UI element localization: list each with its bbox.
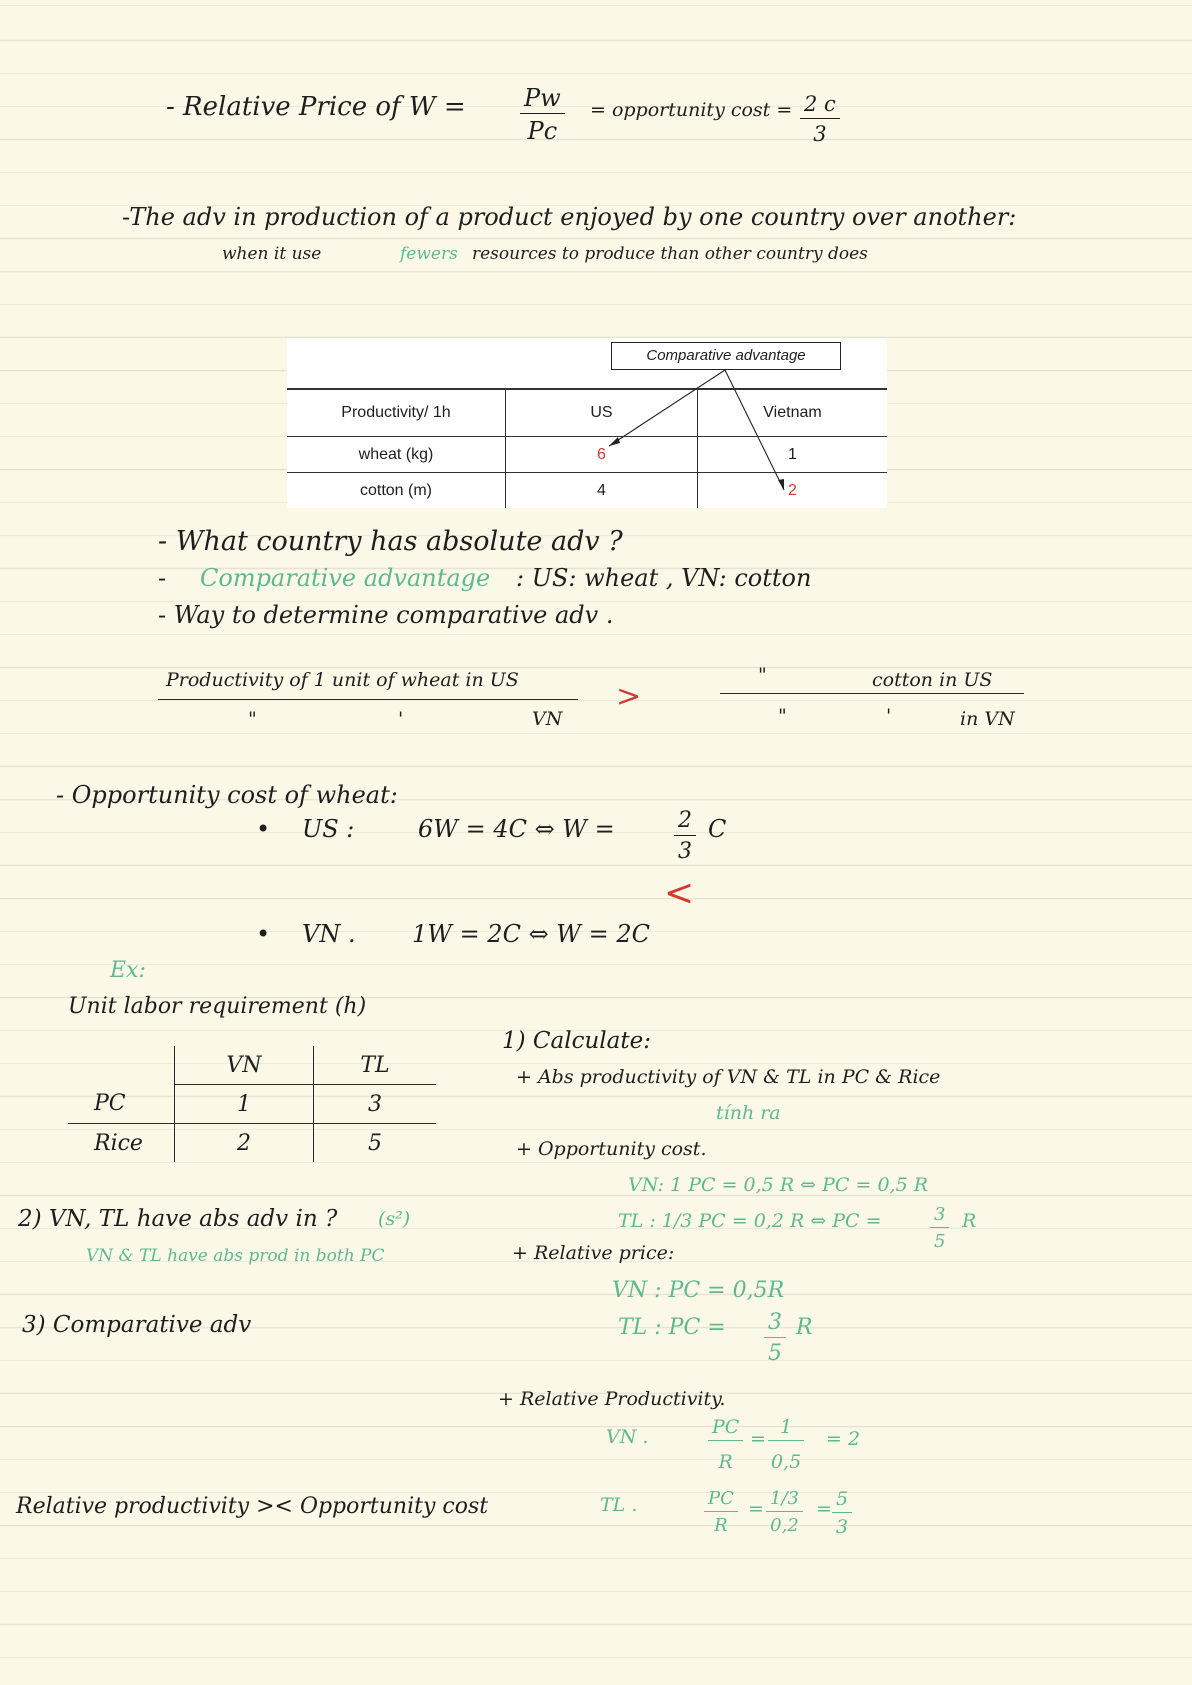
rp-tl-f2-num: 1/3 [766,1490,803,1512]
row-label: wheat (kg) [287,437,506,473]
rp-vn-f1-num: PC [708,1418,743,1441]
col-tl: TL [314,1046,437,1085]
opp-tl-numerator: 3 [930,1206,949,1228]
ratio-right-denominator: in VN [960,708,1015,730]
opp-cost-title: - Opportunity cost of wheat: [56,781,398,809]
col-vn: VN [175,1046,314,1085]
cell-tl-pc: 3 [314,1085,437,1124]
relp-tl-numerator: 3 [764,1312,786,1338]
calc-opp-vn: VN: 1 PC = 0,5 R ⇔ PC = 0,5 R [628,1174,929,1196]
us-two-thirds-fraction [674,810,696,863]
ratio-right-bar [720,693,1024,694]
pc-denominator: Pc [527,117,558,145]
cell-tl-rice: 5 [314,1124,437,1163]
rp-vn-f2-num: 1 [768,1418,804,1441]
definition-fewers: fewers [400,244,458,264]
ratio-left-ditto-1: " [248,708,257,730]
question-2-mark: (s²) [378,1208,411,1230]
table-row [68,1124,436,1163]
ratio-right-numerator: cotton in US [872,669,993,691]
example-ex: Ex: [110,958,146,983]
comparative-advantage-label: Comparative advantage [200,564,491,592]
rp-tl-third-over-02 [766,1490,803,1535]
ratio-right-ditto-2: ' [886,705,892,727]
relative-vs-opportunity-note: Relative productivity >< Opportunity cost [16,1494,489,1519]
rp-tl-f2-den: 0,2 [770,1515,799,1536]
us-denominator: 3 [678,839,692,864]
rp-vn-label: VN . [606,1426,649,1448]
row-label: Rice [94,1130,143,1156]
rp-tl-f1-num: PC [704,1490,738,1512]
rp-tl-5-over-3 [832,1490,852,1537]
vn-bullet: • [256,920,271,948]
table-row [68,1085,436,1124]
opp-tl-denominator: 5 [934,1231,946,1252]
rp-tl-label: TL . [600,1494,638,1516]
question-2: 2) VN, TL have abs adv in ? [18,1206,338,1232]
cell-vn-pc: 1 [175,1085,314,1124]
comparative-advantage-callout: Comparative advantage [611,342,841,370]
cell-vn-wheat: 1 [698,437,888,473]
vn-equation: 1W = 2C ⇔ W = 2C [412,920,650,948]
question-dash: - [158,564,167,592]
ratio-left-numerator: Productivity of 1 unit of wheat in US [166,669,519,691]
us-numerator: 2 [674,810,696,836]
pw-numerator: Pw [520,86,565,114]
rp-vn-f1-den: R [718,1451,733,1473]
rp-tl-eq1: = [748,1498,764,1520]
pw-over-pc-fraction [520,86,565,143]
header-us: US [506,389,698,437]
us-equation-tail: C [708,815,727,843]
question-way-to-determine: - Way to determine comparative adv . [158,601,614,629]
unit-labor-table [68,1046,436,1162]
rp-vn-result: = 2 [826,1428,861,1450]
header-productivity: Productivity/ 1h [287,389,506,437]
question-3: 3) Comparative adv [22,1312,252,1338]
productivity-table-image [287,338,887,508]
calc-relative-productivity: + Relative Productivity. [498,1388,726,1410]
relp-tl-denominator: 5 [768,1341,782,1366]
opp-cost-less-than: < [664,873,695,914]
calc-abs-productivity: + Abs productivity of VN & TL in PC & Rice [516,1066,941,1088]
calc-relp-tl-tail: R [796,1315,813,1340]
row-label: cotton (m) [287,473,506,509]
rp-vn-pc-over-r [708,1418,743,1472]
ratio-left-bar [158,699,578,700]
rp-vn-eq: = [750,1428,766,1450]
ratio-right-ditto: " [758,664,767,686]
comparative-answer: : US: wheat , VN: cotton [516,564,812,592]
two-thirds-c-fraction [800,94,840,145]
us-label: US : [302,815,355,843]
cell-us-wheat: 6 [506,437,698,473]
callout-arrows [287,338,887,508]
calc-relative-price: + Relative price: [512,1242,675,1264]
cell-vn-cotton: 2 [788,481,797,499]
question-absolute-adv: - What country has absolute adv ? [158,526,623,557]
ratio-greater-than: > [616,679,642,714]
calc-opp-tl-tail: R [962,1210,977,1232]
result-numerator: 2 c [800,94,840,119]
row-label: PC [68,1085,175,1124]
result-denominator: 3 [813,122,827,146]
opportunity-cost-eq: = opportunity cost = [590,99,793,121]
calc-relp-vn: VN : PC = 0,5R [612,1278,785,1303]
rp-tl-pc-over-r [704,1490,738,1535]
rp-vn-f2-den: 0,5 [770,1451,802,1473]
question-2-answer: VN & TL have abs prod in both PC [86,1246,385,1266]
calc-title: 1) Calculate: [502,1028,651,1054]
ratio-right-ditto-1: " [778,705,787,727]
ratio-left-ditto-2: ' [398,708,404,730]
table-header-row [68,1046,436,1085]
vn-label: VN . [302,920,356,948]
us-equation: 6W = 4C ⇔ W = [418,815,615,843]
calc-relp-tl: TL : PC = [618,1315,726,1340]
calc-tinh-ra: tính ra [716,1102,781,1124]
cell-vn-rice: 2 [175,1124,314,1163]
ratio-left-denominator: VN [532,708,563,730]
rp-tl-f3-num: 5 [832,1490,852,1513]
us-bullet: • [256,815,271,843]
rp-tl-f1-den: R [714,1515,728,1536]
calc-opp-tl-fraction [930,1206,949,1251]
calc-relp-tl-fraction [764,1312,786,1365]
header-vietnam: Vietnam [698,389,888,437]
definition-line-2c: resources to produce than other country does [472,244,868,264]
calc-opportunity-cost: + Opportunity cost. [516,1138,707,1160]
definition-line-1: -The adv in production of a product enjoyed by one country over another: [122,203,1017,231]
example-title: Unit labor requirement (h) [68,994,367,1019]
definition-line-2a: when it use [222,244,322,264]
rp-tl-f3-den: 3 [836,1516,849,1538]
rp-vn-1-over-05 [768,1418,804,1472]
relative-price-label: - Relative Price of W = [166,92,466,122]
calc-opp-tl: TL : 1/3 PC = 0,2 R ⇔ PC = [618,1210,882,1232]
rp-tl-eq2: = [816,1498,832,1520]
cell-us-cotton: 4 [506,473,698,509]
